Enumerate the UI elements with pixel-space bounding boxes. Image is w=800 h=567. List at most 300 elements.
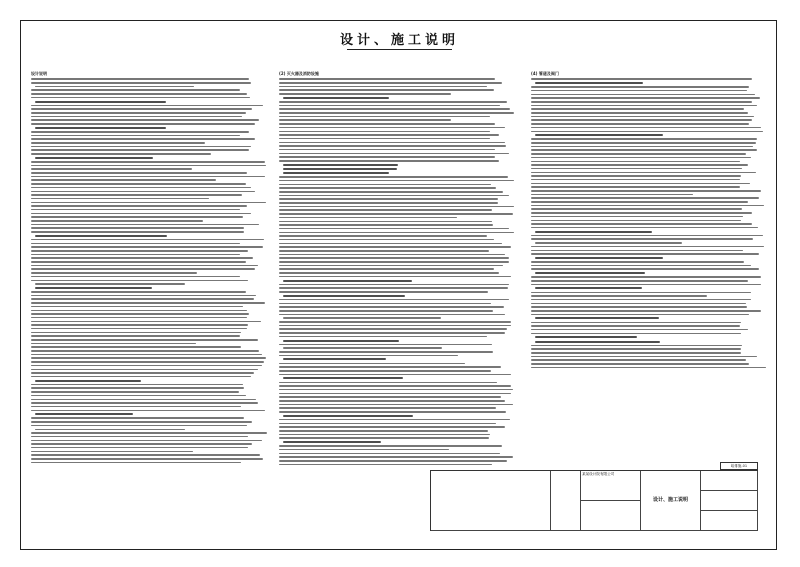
text-line <box>279 449 449 451</box>
text-line <box>31 187 251 189</box>
text-line <box>31 168 192 170</box>
text-line <box>279 180 514 182</box>
text-line <box>279 411 506 413</box>
text-line <box>31 402 258 404</box>
text-line <box>531 250 743 252</box>
text-line <box>31 436 248 438</box>
text-line <box>279 116 490 118</box>
text-line <box>31 454 260 456</box>
text-line <box>31 123 255 125</box>
text-line <box>31 191 255 193</box>
drawing-title: 设计、施工说明 <box>339 33 459 48</box>
text-line <box>279 89 494 91</box>
text-line <box>279 423 496 425</box>
text-line <box>31 220 203 222</box>
text-line <box>531 345 742 347</box>
text-line <box>35 283 185 285</box>
drawing-name-cell: 设计、施工说明 <box>641 471 701 531</box>
text-line <box>531 90 747 92</box>
text-line <box>531 78 752 80</box>
text-line <box>531 265 751 267</box>
sign-cell <box>551 471 581 531</box>
text-line <box>531 235 763 237</box>
text-line <box>279 445 502 447</box>
text-line <box>31 116 242 118</box>
text-line <box>535 341 660 343</box>
text-line <box>531 157 751 159</box>
text-line <box>279 396 501 398</box>
text-line <box>31 231 244 233</box>
text-line <box>31 135 240 137</box>
text-line <box>531 306 747 308</box>
text-line <box>31 198 209 200</box>
text-line <box>531 367 766 369</box>
text-line <box>31 108 252 110</box>
text-line <box>279 213 513 215</box>
text-line <box>279 434 490 436</box>
text-line <box>31 93 247 95</box>
text-line <box>531 212 752 214</box>
notes-column-1 <box>31 69 267 465</box>
text-line <box>279 138 490 140</box>
text-line <box>31 332 241 334</box>
text-line <box>279 198 498 200</box>
text-line <box>35 86 194 88</box>
text-line <box>279 355 458 357</box>
text-line <box>279 310 493 312</box>
text-line <box>31 440 262 442</box>
text-line <box>531 194 693 196</box>
text-line <box>531 356 757 358</box>
text-line <box>31 205 247 207</box>
text-line <box>535 257 663 259</box>
text-line <box>31 227 244 229</box>
text-line <box>279 453 500 455</box>
text-line <box>531 168 742 170</box>
text-line <box>531 261 744 263</box>
text-line <box>279 235 487 237</box>
text-line <box>279 206 514 208</box>
text-line <box>279 228 509 230</box>
text-line <box>531 94 755 96</box>
text-line <box>531 325 740 327</box>
col3-header: (4) 管道及阀门 <box>531 71 559 76</box>
text-line <box>531 142 756 144</box>
text-line <box>279 127 505 129</box>
text-line <box>35 380 141 382</box>
text-line <box>279 202 498 204</box>
text-line <box>31 421 252 423</box>
text-line <box>279 261 509 263</box>
text-line <box>31 298 254 300</box>
text-line <box>35 127 166 129</box>
text-line <box>35 235 167 237</box>
text-line <box>31 183 246 185</box>
text-line <box>279 149 495 151</box>
text-line <box>531 101 752 103</box>
text-line <box>279 404 513 406</box>
text-line <box>279 123 495 125</box>
text-line <box>531 310 761 312</box>
text-line <box>31 161 265 163</box>
text-line <box>283 441 381 443</box>
text-line <box>283 168 397 170</box>
text-line <box>279 243 502 245</box>
text-line <box>31 246 263 248</box>
text-line <box>279 370 491 372</box>
text-line <box>535 272 645 274</box>
text-line <box>283 340 399 342</box>
project-cell <box>581 501 641 531</box>
text-line <box>31 131 249 133</box>
text-line <box>31 335 240 337</box>
text-line <box>279 351 493 353</box>
text-line <box>531 292 751 294</box>
text-line <box>31 384 243 386</box>
text-line <box>279 306 504 308</box>
text-line <box>531 179 740 181</box>
text-line <box>31 399 256 401</box>
text-line <box>279 209 492 211</box>
text-line <box>531 280 748 282</box>
text-line <box>531 146 753 148</box>
text-line <box>279 385 511 387</box>
text-line <box>531 303 746 305</box>
text-line <box>31 239 264 241</box>
revision-cell <box>431 471 551 531</box>
text-line <box>531 172 756 174</box>
text-line <box>279 184 491 186</box>
text-line <box>531 314 749 316</box>
text-line <box>31 146 251 148</box>
text-line <box>279 314 505 316</box>
text-line <box>31 276 240 278</box>
text-line <box>31 443 252 445</box>
text-line <box>283 97 389 99</box>
text-line <box>31 447 248 449</box>
text-line <box>279 460 507 462</box>
text-line <box>531 359 746 361</box>
text-line <box>279 187 496 189</box>
text-line <box>31 172 247 174</box>
text-line <box>31 97 250 99</box>
text-line <box>531 227 758 229</box>
text-line <box>283 347 442 349</box>
text-line <box>279 303 491 305</box>
text-line <box>35 157 153 159</box>
text-line <box>535 134 663 136</box>
text-line <box>531 238 753 240</box>
text-line <box>31 213 251 215</box>
text-line <box>31 265 258 267</box>
text-line <box>283 164 398 166</box>
text-line <box>279 131 490 133</box>
text-line <box>531 183 750 185</box>
text-line <box>31 406 241 408</box>
col2-header: (2) 灭火器及消防设施 <box>279 71 319 76</box>
text-line <box>31 202 266 204</box>
text-line <box>531 333 741 335</box>
text-line <box>31 324 248 326</box>
col1-header: 设计说明 <box>31 71 47 76</box>
text-line <box>531 223 752 225</box>
text-line <box>279 224 493 226</box>
col2-text-lines <box>279 78 515 465</box>
text-line <box>279 239 494 241</box>
text-line <box>279 287 508 289</box>
company-cell: 某某设计院有限公司 <box>581 471 641 501</box>
text-line <box>31 395 246 397</box>
text-line <box>279 217 457 219</box>
text-line <box>31 346 241 348</box>
text-line <box>531 123 749 125</box>
text-line <box>31 372 254 374</box>
text-line <box>531 164 748 166</box>
text-line <box>279 382 497 384</box>
text-line <box>279 456 513 458</box>
drawing-code-box: 给排施-01 <box>720 462 758 470</box>
text-line <box>31 291 246 293</box>
text-line <box>31 216 243 218</box>
text-line <box>31 254 240 256</box>
text-line <box>35 429 185 431</box>
text-line <box>531 112 748 114</box>
date-cell <box>701 491 758 511</box>
text-line <box>279 160 499 162</box>
text-line <box>279 119 451 121</box>
text-line <box>279 265 503 267</box>
text-line <box>531 253 759 255</box>
notes-column-2 <box>279 69 515 467</box>
text-line <box>279 363 465 365</box>
text-line <box>279 393 511 395</box>
text-line <box>279 86 487 88</box>
text-line <box>31 462 241 464</box>
text-line <box>279 191 503 193</box>
text-line <box>279 134 499 136</box>
text-line <box>279 374 511 376</box>
text-line <box>279 419 510 421</box>
text-line <box>279 153 509 155</box>
text-line <box>283 358 386 360</box>
text-line <box>31 243 240 245</box>
text-line <box>31 149 249 151</box>
text-line <box>531 186 740 188</box>
text-line <box>31 432 267 434</box>
text-line <box>31 142 205 144</box>
text-line <box>279 325 511 327</box>
text-line <box>31 369 258 371</box>
text-line <box>31 194 242 196</box>
text-line <box>31 313 249 315</box>
text-line <box>31 89 240 91</box>
text-line <box>279 82 502 84</box>
text-line <box>31 361 264 363</box>
text-line <box>279 112 514 114</box>
text-line <box>279 156 495 158</box>
text-line <box>279 276 511 278</box>
text-line <box>31 458 263 460</box>
text-line <box>279 291 488 293</box>
text-line <box>31 317 247 319</box>
text-line <box>31 328 247 330</box>
text-line <box>31 250 248 252</box>
text-line <box>31 451 193 453</box>
text-line <box>31 391 239 393</box>
text-line <box>279 299 509 301</box>
text-line <box>31 280 248 282</box>
text-line <box>279 332 505 334</box>
text-line <box>531 131 763 133</box>
text-line <box>531 348 741 350</box>
text-line <box>31 350 259 352</box>
text-line <box>31 176 265 178</box>
text-line <box>279 250 489 252</box>
text-line <box>279 78 495 80</box>
text-line <box>531 197 759 199</box>
text-line <box>31 119 259 121</box>
text-line <box>535 242 682 244</box>
text-line <box>31 78 249 80</box>
text-line <box>531 153 746 155</box>
text-line <box>283 280 412 282</box>
text-line <box>279 108 510 110</box>
text-line <box>31 321 261 323</box>
text-line <box>279 142 505 144</box>
text-line <box>279 105 500 107</box>
text-line <box>35 287 152 289</box>
text-line <box>279 93 451 95</box>
text-line <box>31 357 266 359</box>
text-line <box>531 299 751 301</box>
text-line <box>31 112 246 114</box>
title-underline <box>347 49 452 50</box>
text-line <box>279 336 487 338</box>
scale-cell <box>701 471 758 491</box>
text-line <box>283 295 405 297</box>
text-line <box>31 365 262 367</box>
text-line <box>531 127 761 129</box>
text-line <box>279 145 506 147</box>
col1-text-lines <box>31 78 267 463</box>
text-line <box>531 295 707 297</box>
text-line <box>279 344 492 346</box>
text-line <box>531 149 757 151</box>
text-line <box>283 172 389 174</box>
text-line <box>31 138 255 140</box>
text-line <box>31 306 243 308</box>
text-line <box>531 116 754 118</box>
text-line <box>279 284 509 286</box>
text-line <box>531 97 760 99</box>
text-line <box>31 82 251 84</box>
text-line <box>31 425 247 427</box>
text-line <box>531 268 759 270</box>
text-line <box>279 254 505 256</box>
text-line <box>31 417 244 419</box>
text-line <box>279 246 511 248</box>
text-line <box>31 376 251 378</box>
text-line <box>531 276 761 278</box>
text-line <box>531 216 743 218</box>
col3-text-lines <box>531 78 767 368</box>
sheet-cell <box>701 511 758 531</box>
text-line <box>531 105 757 107</box>
text-line <box>31 209 240 211</box>
text-line <box>531 205 764 207</box>
text-line <box>279 268 494 270</box>
text-line <box>279 195 509 197</box>
text-line <box>279 272 499 274</box>
text-line <box>35 413 133 415</box>
text-line <box>531 322 741 324</box>
text-line <box>31 272 197 274</box>
text-line <box>279 176 508 178</box>
text-line <box>531 108 744 110</box>
text-line <box>283 377 403 379</box>
text-line <box>31 410 265 412</box>
title-block <box>430 470 758 531</box>
text-line <box>31 354 262 356</box>
text-line <box>31 153 211 155</box>
text-line <box>279 321 511 323</box>
text-line <box>279 400 505 402</box>
text-line <box>31 387 244 389</box>
text-line <box>279 366 501 368</box>
text-line <box>31 179 216 181</box>
text-line <box>279 426 505 428</box>
text-line <box>279 407 496 409</box>
text-line <box>531 363 749 365</box>
text-line <box>535 231 652 233</box>
text-line <box>531 329 748 331</box>
text-line <box>531 220 741 222</box>
text-line <box>531 138 757 140</box>
text-line <box>279 101 507 103</box>
text-line <box>31 165 266 167</box>
text-line <box>31 224 259 226</box>
text-line <box>31 310 247 312</box>
text-line <box>279 257 509 259</box>
text-line <box>279 437 489 439</box>
text-line <box>31 261 246 263</box>
text-line <box>531 208 742 210</box>
text-line <box>531 352 741 354</box>
text-line <box>31 268 255 270</box>
text-line <box>283 415 413 417</box>
text-line <box>31 339 258 341</box>
notes-column-3 <box>531 69 767 371</box>
text-line <box>535 317 659 319</box>
text-line <box>531 190 761 192</box>
text-line <box>279 389 513 391</box>
text-line <box>31 343 196 345</box>
text-line <box>279 464 492 466</box>
text-line <box>31 105 263 107</box>
text-line <box>531 175 741 177</box>
text-line <box>535 287 642 289</box>
text-line <box>531 284 761 286</box>
text-line <box>31 257 253 259</box>
text-line <box>31 295 256 297</box>
text-line <box>535 336 637 338</box>
text-line <box>279 328 507 330</box>
text-line <box>279 232 514 234</box>
text-line <box>531 201 748 203</box>
text-line <box>283 317 441 319</box>
text-line <box>531 86 749 88</box>
text-line <box>531 119 752 121</box>
